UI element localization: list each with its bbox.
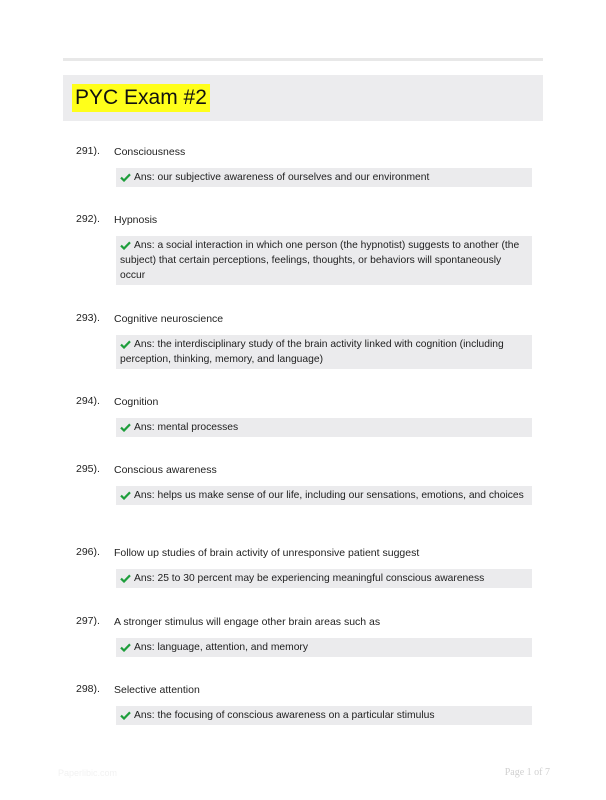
question-term: Cognitive neuroscience <box>114 313 224 325</box>
answer-text: Ans: 25 to 30 percent may be experiencing meaningful conscious awareness <box>134 573 485 584</box>
check-icon <box>120 574 132 583</box>
title-banner <box>63 75 543 121</box>
question-term: Cognition <box>114 396 159 408</box>
question-number: 297). <box>76 615 100 627</box>
question-number: 296). <box>76 546 100 558</box>
check-icon <box>120 173 132 182</box>
check-icon <box>120 241 132 250</box>
answer-box <box>116 706 532 725</box>
check-icon <box>120 340 132 349</box>
check-icon <box>120 643 132 652</box>
answer-box <box>116 236 532 285</box>
top-divider <box>63 58 543 61</box>
page-number: Page 1 of 7 <box>504 767 550 778</box>
answer-text: Ans: the focusing of conscious awareness on a particular stimulus <box>134 710 435 721</box>
question-term: Consciousness <box>114 146 186 158</box>
answer-box <box>116 569 532 588</box>
question-number: 291). <box>76 145 100 157</box>
question-number: 293). <box>76 312 100 324</box>
answer-box <box>116 418 532 437</box>
answer-text: Ans: helps us make sense of our life, including our sensations, emotions, and choices <box>134 490 524 501</box>
question-term: A stronger stimulus will engage other brain areas such as <box>114 616 381 628</box>
page-title: PYC Exam #2 <box>72 84 210 112</box>
question-number: 294). <box>76 395 100 407</box>
answer-text: Ans: a social interaction in which one person (the hypnotist) suggests to another (the subject) that certain perceptions, feelings, thoughts, or behaviors will spontaneously occur <box>120 240 520 281</box>
question-number: 295). <box>76 463 100 475</box>
answer-text: Ans: the interdisciplinary study of the brain activity linked with cognition (including perception, thinking, memory, and language) <box>120 339 504 365</box>
answer-text: Ans: our subjective awareness of ourselves and our environment <box>134 172 430 183</box>
check-icon <box>120 491 132 500</box>
answer-box <box>116 335 532 369</box>
answer-text: Ans: mental processes <box>134 422 239 433</box>
answer-box <box>116 168 532 187</box>
footer-source: Paperlibic.com <box>58 768 118 778</box>
question-term: Hypnosis <box>114 214 158 226</box>
question-number: 298). <box>76 683 100 695</box>
answer-box <box>116 638 532 657</box>
answer-text: Ans: language, attention, and memory <box>134 642 309 653</box>
question-number: 292). <box>76 213 100 225</box>
question-term: Conscious awareness <box>114 464 217 476</box>
question-term: Follow up studies of brain activity of unresponsive patient suggest <box>114 547 420 559</box>
question-term: Selective attention <box>114 684 200 696</box>
check-icon <box>120 711 132 720</box>
check-icon <box>120 423 132 432</box>
answer-box <box>116 486 532 505</box>
